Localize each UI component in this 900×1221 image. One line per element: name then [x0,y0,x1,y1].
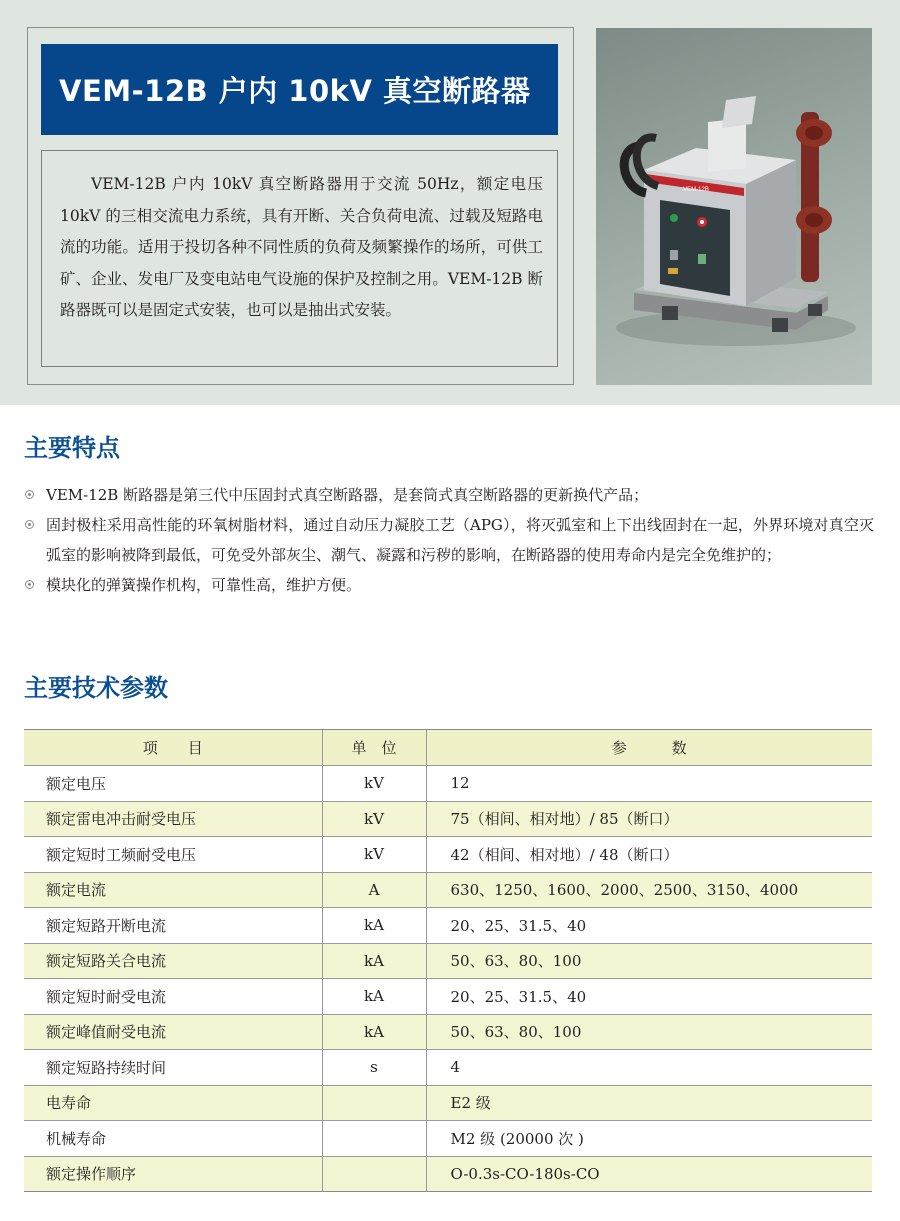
bullet-icon [25,580,34,589]
cell-unit [322,1085,426,1121]
cell-item: 额定短时耐受电流 [24,979,322,1015]
table-row [24,872,872,908]
cell-value: E2 级 [426,1085,872,1121]
header-value: 参 数 [426,730,872,766]
table-row [24,1121,872,1157]
cell-item: 额定操作顺序 [24,1156,322,1192]
cell-item: 额定电流 [24,872,322,908]
cell-unit: kA [322,979,426,1015]
intro-box [41,150,558,367]
table-row [24,908,872,944]
cell-value: M2 级 (20000 次 ) [426,1121,872,1157]
cell-value: O-0.3s-CO-180s-CO [426,1156,872,1192]
cell-item: 额定短时工频耐受电压 [24,837,322,873]
cell-item: 额定短路关合电流 [24,943,322,979]
table-header-row [24,730,872,766]
feature-item [24,570,874,600]
table-row [24,1050,872,1086]
cell-unit: kV [322,837,426,873]
cell-value: 50、63、80、100 [426,943,872,979]
table-row [24,801,872,837]
cell-item: 额定峰值耐受电流 [24,1014,322,1050]
cell-value: 630、1250、1600、2000、2500、3150、4000 [426,872,872,908]
cell-item: 电寿命 [24,1085,322,1121]
specs-title: 主要技术参数 [24,674,168,702]
cell-unit: kV [322,801,426,837]
features-title: 主要特点 [24,434,120,462]
cell-value: 50、63、80、100 [426,1014,872,1050]
header-unit: 单 位 [322,730,426,766]
table-row [24,943,872,979]
feature-item [24,510,874,570]
table-row [24,979,872,1015]
table-row [24,1156,872,1192]
cell-unit [322,1121,426,1157]
cell-item: 额定电压 [24,766,322,802]
cell-unit: s [322,1050,426,1086]
photo-model-label: VEM-12B [683,187,709,193]
product-photo [596,28,872,385]
cell-item: 额定雷电冲击耐受电压 [24,801,322,837]
table-row [24,837,872,873]
cell-value: 4 [426,1050,872,1086]
bullet-icon [25,520,34,529]
cell-item: 额定短路持续时间 [24,1050,322,1086]
cell-item: 机械寿命 [24,1121,322,1157]
feature-text: 模块化的弹簧操作机构，可靠性高，维护方便。 [46,576,362,594]
cell-value: 42（相间、相对地）/ 48（断口） [426,837,872,873]
header-item: 项 目 [24,730,322,766]
features-list [24,480,874,600]
table-row [24,1014,872,1050]
cell-item: 额定短路开断电流 [24,908,322,944]
feature-item [24,480,874,510]
cell-unit: kA [322,943,426,979]
cell-value: 75（相间、相对地）/ 85（断口） [426,801,872,837]
page-title: VEM-12B 户内 10kV 真空断路器 [59,74,531,108]
cell-unit: kA [322,1014,426,1050]
bullet-icon [25,490,34,499]
spec-table [24,729,872,1192]
table-row [24,1085,872,1121]
cell-unit: kV [322,766,426,802]
feature-text: 固封极柱采用高性能的环氧树脂材料，通过自动压力凝胶工艺（APG），将灭弧室和上下出线固封在一起，外界环境对真空灭弧室的影响被降到最低，可免受外部灰尘、潮气、凝露和污秽的影响，在断路器的使用寿命内是完全免维护的； [46,516,874,564]
cell-value: 20、25、31.5、40 [426,979,872,1015]
cell-unit [322,1156,426,1192]
cell-value: 12 [426,766,872,802]
feature-text: VEM-12B 断路器是第三代中压固封式真空断路器，是套筒式真空断路器的更新换代产品； [46,486,649,504]
cell-value: 20、25、31.5、40 [426,908,872,944]
breaker-illustration [596,28,872,385]
cell-unit: kA [322,908,426,944]
cell-unit: A [322,872,426,908]
title-bar [41,44,558,135]
intro-paragraph: VEM-12B 户内 10kV 真空断路器用于交流 50Hz，额定电压 10kV 的三相交流电力系统，具有开断、关合负荷电流、过载及短路电流的功能。适用于投切各种不同性质的负荷及频繁操作的场所，可供工矿、企业、发电厂及变电站电气设施的保护及控制之用。VEM-12B 断路器既可以是固定式安装，也可以是抽出式安装。 [60,175,543,319]
table-row [24,766,872,802]
